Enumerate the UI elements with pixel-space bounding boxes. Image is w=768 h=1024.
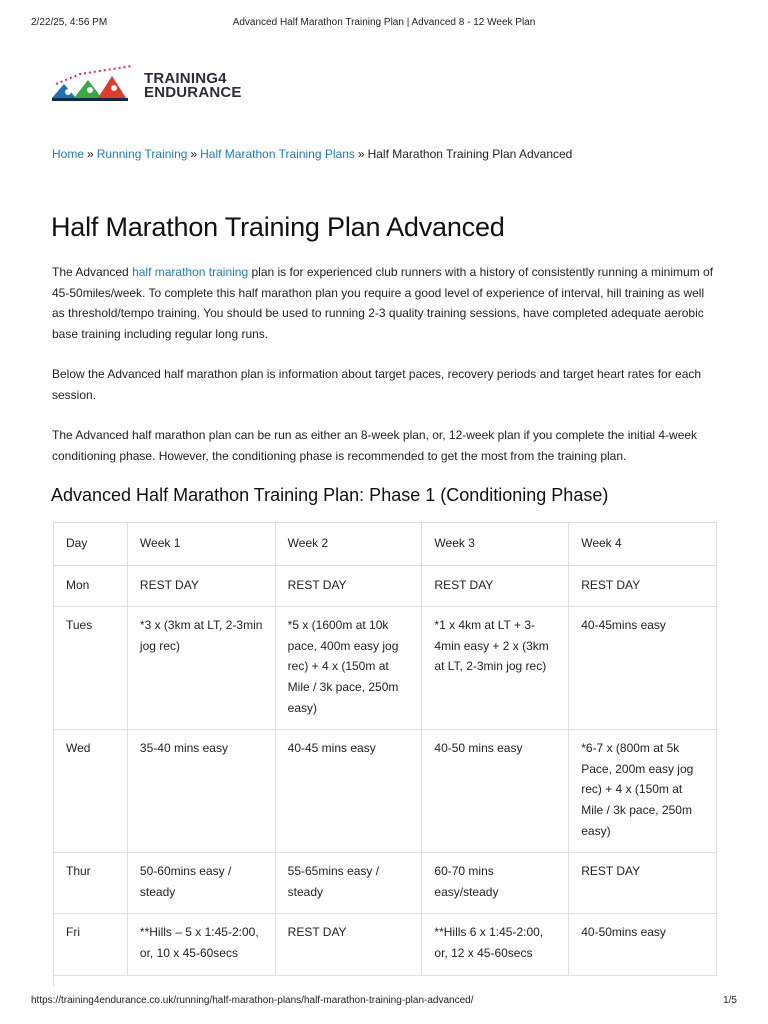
day-cell: Thur — [54, 853, 128, 914]
header-cell: Week 3 — [422, 523, 569, 566]
breadcrumb-separator: » — [190, 147, 198, 161]
table-cell: REST DAY — [422, 565, 569, 607]
header-cell: Week 1 — [127, 523, 275, 566]
breadcrumb-separator: » — [357, 147, 365, 161]
breadcrumb-half-marathon-plans[interactable]: Half Marathon Training Plans — [200, 147, 355, 161]
table-header-row — [54, 523, 717, 566]
table-cell: 40-50 mins easy — [422, 730, 569, 853]
table-cell: 40-45mins easy — [569, 607, 717, 730]
breadcrumb-home[interactable]: Home — [52, 147, 85, 161]
print-date: 2/22/25, 4:56 PM — [31, 17, 108, 28]
breadcrumb-current: Half Marathon Training Plan Advanced — [367, 147, 573, 161]
table-row — [54, 607, 717, 730]
logo-text — [144, 72, 242, 100]
table-cell: **Hills – 5 x 1:45-2:00, or, 10 x 45-60secs — [127, 914, 275, 975]
breadcrumb-running-training[interactable]: Running Training — [96, 147, 188, 161]
table-cell: 55-65mins easy / steady — [275, 853, 422, 914]
day-cell: Wed — [54, 730, 128, 853]
logo-graphic-icon — [50, 64, 144, 104]
table-cell: *3 x (3km at LT, 2-3min jog rec) — [127, 607, 275, 730]
table-row — [54, 730, 717, 853]
table-row — [54, 853, 717, 914]
day-cell: Mon — [54, 565, 128, 607]
section-title: Advanced Half Marathon Training Plan: Phase 1 (Conditioning Phase) — [51, 485, 609, 505]
intro-text-start: The Advanced — [52, 265, 133, 279]
table-cell: 60-70 mins easy/steady — [422, 853, 569, 914]
logo-line-1: TRAINING4 — [144, 70, 227, 87]
breadcrumb-separator: » — [87, 147, 94, 161]
intro-text-end: plan is for experienced club runners with a history of consistently running a minimum of 45-50miles/week. To complete this half marathon plan you require a good level of experience of interval, hill training as well as threshold/tempo training. You should be used to running 2-3 quality training sessions, have completed adequate aerobic base training including regular long runs. — [52, 265, 714, 341]
site-logo[interactable] — [50, 64, 250, 104]
intro-paragraph — [52, 262, 716, 344]
page-title: Half Marathon Training Plan Advanced — [51, 212, 505, 242]
table-cell: *5 x (1600m at 10k pace, 400m easy jog rec) + 4 x (150m at Mile / 3k pace, 250m easy) — [275, 607, 422, 730]
day-cell: Tues — [54, 607, 128, 730]
logo-line-2: ENDURANCE — [144, 84, 242, 101]
header-cell: Week 4 — [569, 523, 717, 566]
table-cell: REST DAY — [569, 565, 717, 607]
paces-paragraph: Below the Advanced half marathon plan is information about target paces, recovery periods and target heart rates for each session. — [52, 367, 702, 402]
phase-paragraph: The Advanced half marathon plan can be run as either an 8-week plan, or, 12-week plan if you complete the initial 4-week conditioning phase. However, the conditioning phase is recommended to get the most from the training plan. — [52, 428, 698, 463]
table-cell: REST DAY — [569, 853, 717, 914]
table-cell: REST DAY — [275, 565, 422, 607]
header-cell: Week 2 — [275, 523, 422, 566]
table-cell: 35-40 mins easy — [127, 730, 275, 853]
table-cell: REST DAY — [127, 565, 275, 607]
header-cell: Day — [54, 523, 128, 566]
training-plan-table — [53, 522, 717, 976]
day-cell: Fri — [54, 914, 128, 975]
table-cell: **Hills 6 x 1:45-2:00, or, 12 x 45-60secs — [422, 914, 569, 975]
table-continuation-line — [53, 962, 54, 986]
breadcrumb — [52, 147, 572, 161]
table-cell: *6-7 x (800m at 5k Pace, 200m easy jog rec) + 4 x (150m at Mile / 3k pace, 250m easy) — [569, 730, 717, 853]
print-header — [0, 17, 768, 31]
table-cell: 40-50mins easy — [569, 914, 717, 975]
table-row — [54, 914, 717, 975]
table-cell: 50-60mins easy / steady — [127, 853, 275, 914]
print-url: https://training4endurance.co.uk/running/half-marathon-plans/half-marathon-training-plan-advanced/ — [31, 995, 474, 1006]
page-number: 1/5 — [723, 995, 737, 1006]
half-marathon-training-link[interactable]: half marathon training — [132, 265, 249, 279]
table-cell: 40-45 mins easy — [275, 730, 422, 853]
table-cell: REST DAY — [275, 914, 422, 975]
table-row — [54, 565, 717, 607]
print-title: Advanced Half Marathon Training Plan | Advanced 8 - 12 Week Plan — [232, 17, 536, 28]
table-cell: *1 x 4km at LT + 3-4min easy + 2 x (3km at LT, 2-3min jog rec) — [422, 607, 569, 730]
